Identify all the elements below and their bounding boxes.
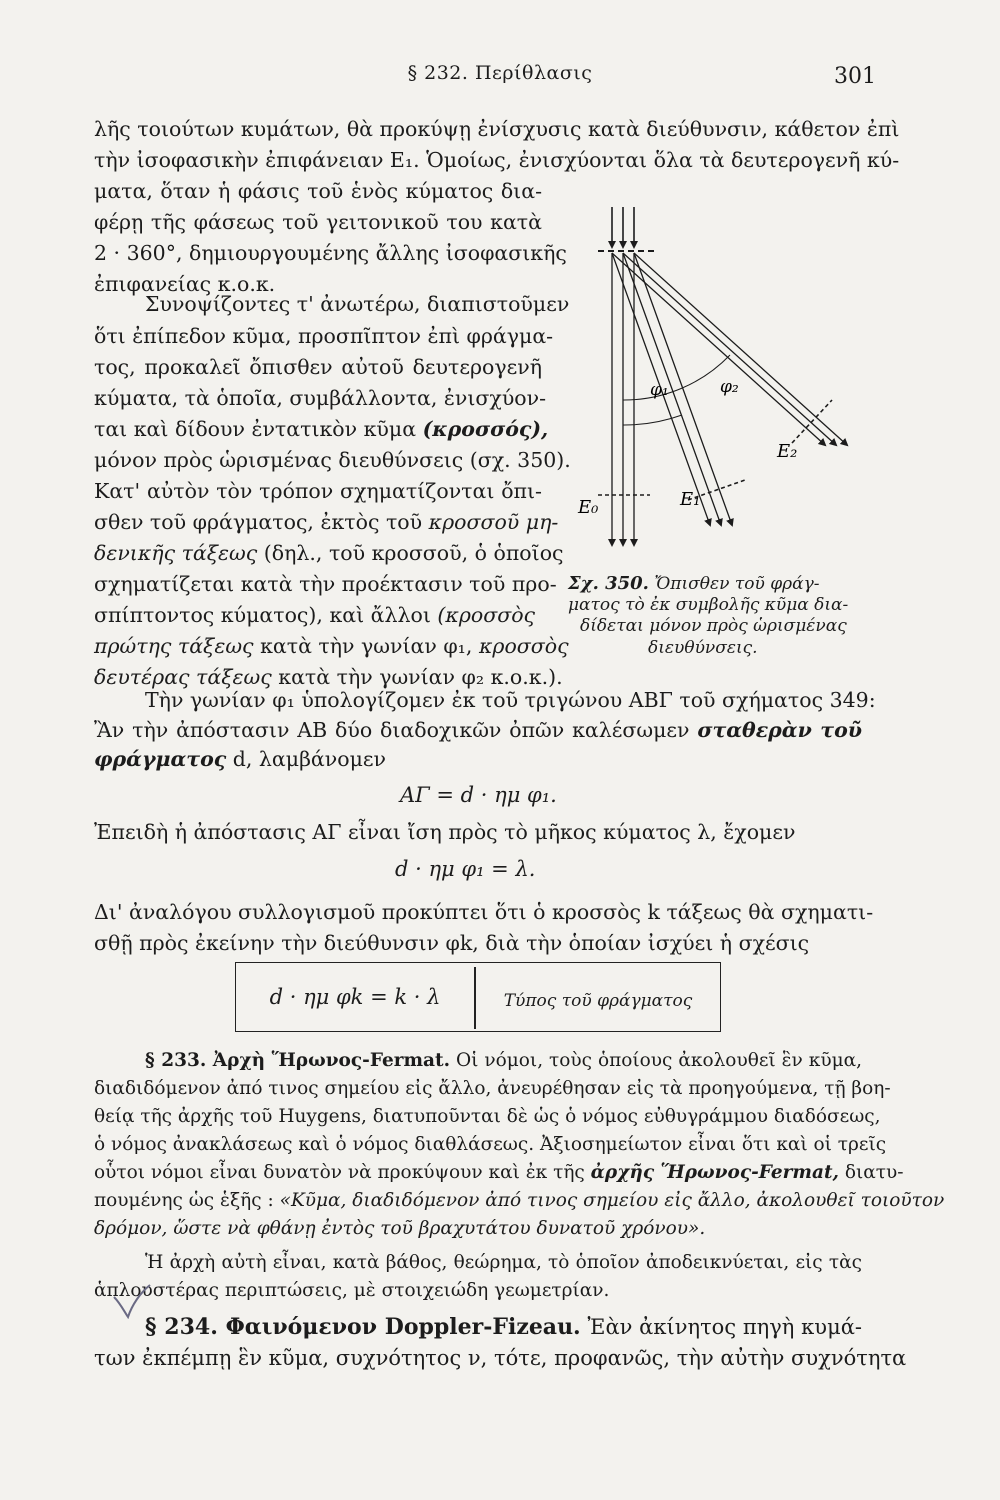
first-order-ray — [623, 253, 721, 525]
section-233-heading: § 233. Ἀρχὴ Ἥρωνος-Fermat. — [145, 1050, 451, 1071]
text-line: τος, προκαλεῖ ὄπισθεν αὐτοῦ δευτερογενῆ — [94, 355, 542, 379]
label-phi1: φ₁ — [650, 380, 669, 400]
figure-caption-line — [568, 575, 820, 593]
label-phi2: φ₂ — [720, 377, 739, 397]
caption-text: Ὄπισθεν τοῦ φράγ- — [654, 574, 820, 594]
text-span: κατὰ τὴν γωνίαν φ₂ κ.ο.κ.). — [278, 665, 563, 689]
text-span: Ἐὰν ἀκίνητος πηγὴ κυμά- — [587, 1315, 862, 1339]
text-line: θείᾳ τῆς ἀρχῆς τοῦ Huygens, διατυποῦνται δὲ ὡς ὁ νόμος εὐθυγράμμου διαδόσεως, — [94, 1106, 881, 1127]
angle-arc-phi2 — [623, 355, 730, 400]
text-line — [94, 605, 535, 626]
figure-caption-label: Σχ. 350. — [568, 573, 649, 594]
principle-quote: «Κῦμα, διαδιδόμενον ἀπό τινος σημείου εἰς ἄλλο, ἀκολουθεῖ τοιοῦτον — [279, 1190, 945, 1211]
text-line: Κατ' αὐτὸν τὸν τρόπον σχηματίζονται ὄπι- — [94, 479, 542, 503]
term-zero-order: κροσσοῦ μη- — [428, 510, 559, 534]
grating-formula-box — [235, 962, 721, 1032]
text-span: κατὰ τὴν γωνίαν φ₁, — [260, 634, 473, 658]
section-233-first-line — [145, 1052, 862, 1071]
text-line — [94, 543, 564, 564]
text-line: φέρῃ τῆς φάσεως τοῦ γειτονικοῦ του κατὰ — [94, 210, 542, 234]
text-line — [94, 1162, 904, 1183]
text-line: των ἐκπέμπῃ ἓν κῦμα, συχνότητος ν, τότε, προφανῶς, τὴν αὐτὴν συχνότητα — [94, 1346, 907, 1370]
second-order-ray — [634, 253, 847, 445]
figure-caption-line: διευθύνσεις. — [648, 638, 758, 658]
text-line: σθῇ πρὸς ἐκείνην τὴν διεύθυνσιν φk, διὰ τὴν ὁποίαν ἰσχύει ἡ σχέσις — [94, 931, 810, 955]
text-span: πουμένης ὡς ἑξῆς : — [94, 1190, 274, 1211]
label-e0: E₀ — [578, 497, 599, 518]
grating-equation: d · ημ φk = k · λ — [269, 985, 441, 1009]
text-line — [94, 1190, 945, 1211]
text-line: ὁ νόμος ἀνακλάσεως καὶ ὁ νόμος διαθλάσεως. Ἀξιοσημείωτον εἶναι ὅτι καὶ οἱ τρεῖς — [94, 1134, 887, 1155]
term-fringe-italic: (κροσσὸς — [437, 603, 536, 627]
text-line: Δι' ἀναλόγου συλλογισμοῦ προκύπτει ὅτι ὁ κροσσὸς k τάξεως θὰ σχηματι- — [94, 900, 874, 924]
term-fringe: (κροσσός), — [422, 417, 549, 441]
page-header — [0, 62, 1000, 92]
second-order-ray — [623, 253, 836, 445]
text-line: σχηματίζεται κατὰ τὴν προέκτασιν τοῦ προ- — [94, 572, 557, 596]
text-span: διατυ- — [844, 1162, 904, 1183]
term-fringe-italic: κροσσὸς — [478, 634, 569, 658]
grating-formula-label: Τύπος τοῦ φράγματος — [503, 991, 693, 1011]
text-line: Τὴν γωνίαν φ₁ ὑπολογίζομεν ἐκ τοῦ τριγώνου ΑΒΓ τοῦ σχήματος 349: — [145, 688, 876, 712]
section-234-first-line — [145, 1316, 862, 1338]
text-line: λῆς τοιούτων κυμάτων, θὰ προκύψῃ ἐνίσχυσις κατὰ διεύθυνσιν, κάθετον ἐπὶ — [94, 117, 900, 141]
figure-caption-line: δίδεται μόνον πρὸς ὡρισμένας — [580, 616, 847, 636]
text-line — [94, 749, 386, 770]
term-grating-constant-cont: φράγματος — [94, 747, 227, 771]
text-line: μόνον πρὸς ὡρισμένας διευθύνσεις (σχ. 350). — [94, 448, 571, 472]
term-hero-fermat: ἀρχῆς Ἥρωνος-Fermat, — [590, 1162, 839, 1183]
text-line — [94, 667, 563, 688]
text-line: 2 · 360°, δημιουργουμένης ἄλλης ἰσοφασικῆς — [94, 241, 567, 265]
text-line: τὴν ἰσοφασικὴν ἐπιφάνειαν E₁. Ὁμοίως, ἐνισχύονται ὅλα τὰ δευτερογενῆ κύ- — [94, 148, 900, 172]
text-line — [94, 720, 862, 741]
text-span: ται καὶ δίδουν ἐντατικὸν κῦμα — [94, 417, 417, 441]
text-line: Ἐπειδὴ ἡ ἀπόστασις ΑΓ εἶναι ἴση πρὸς τὸ μῆκος κύματος λ, ἔχομεν — [94, 820, 796, 844]
first-order-ray — [634, 253, 732, 525]
text-span: Ἂν τὴν ἀπόστασιν ΑΒ δύο διαδοχικῶν ὀπῶν καλέσωμεν — [94, 718, 690, 742]
principle-quote-end: δρόμον, ὥστε νὰ φθάνῃ ἐντὸς τοῦ βραχυτάτου δυνατοῦ χρόνου». — [94, 1218, 706, 1239]
label-e2: E₂ — [777, 441, 798, 462]
figure-caption-line: ματος τὸ ἐκ συμβολῆς κῦμα δια- — [568, 595, 849, 615]
term-grating-constant: σταθερὰν τοῦ — [697, 718, 862, 742]
text-span: (δηλ., τοῦ κροσσοῦ, ὁ ὁποῖος — [263, 541, 564, 565]
text-line — [94, 636, 569, 657]
text-span: σπίπτοντος κύματος), καὶ ἄλλοι — [94, 603, 431, 627]
running-title: § 232. Περίθλασις — [407, 62, 593, 84]
text-line — [94, 419, 548, 440]
text-line: Ἡ ἀρχὴ αὐτὴ εἶναι, κατὰ βάθος, θεώρημα, τὸ ὁποῖον ἀποδεικνύεται, εἰς τὰς — [145, 1252, 862, 1273]
text-line: διαδιδόμενον ἀπό τινος σημείου εἰς ἄλλο, ἀνευρέθησαν εἰς τὰ προηγούμενα, τῇ βοη- — [94, 1078, 891, 1099]
text-span: σθεν τοῦ φράγματος, ἐκτὸς τοῦ — [94, 510, 423, 534]
second-order-ray — [612, 253, 825, 445]
text-line: ἐπιφανείας κ.ο.κ. — [94, 272, 276, 296]
page-number: 301 — [834, 64, 876, 89]
equation-1: ΑΓ = d · ημ φ₁. — [400, 783, 557, 807]
term-zero-order-cont: δενικῆς τάξεως — [94, 541, 258, 565]
text-line: ὅτι ἐπίπεδον κῦμα, προσπῖπτον ἐπὶ φράγμα- — [94, 324, 554, 348]
figure-350-diffraction — [570, 195, 870, 580]
text-line: ἁπλουστέρας περιπτώσεις, μὲ στοιχειώδη γεωμετρίαν. — [94, 1280, 610, 1301]
text-line: κύματα, τὰ ὁποῖα, συμβάλλοντα, ἐνισχύον- — [94, 386, 547, 410]
term-second-order: δευτέρας τάξεως — [94, 665, 272, 689]
term-first-order: πρώτης τάξεως — [94, 634, 254, 658]
text-span: Οἱ νόμοι, τοὺς ὁποίους ἀκολουθεῖ ἓν κῦμα, — [456, 1050, 862, 1071]
text-span: οὗτοι νόμοι εἶναι δυνατὸν νὰ προκύψουν καὶ ἐκ τῆς — [94, 1162, 585, 1183]
label-e1: E₁ — [680, 489, 701, 510]
equation-2: d · ημ φ₁ = λ. — [395, 857, 536, 881]
paragraph-start: Συνοψίζοντες τ' ἀνωτέρω, διαπιστοῦμεν — [145, 292, 570, 316]
text-line — [94, 512, 558, 533]
text-span: d, λαμβάνομεν — [232, 747, 386, 771]
text-line: ματα, ὅταν ἡ φάσις τοῦ ἑνὸς κύματος δια- — [94, 179, 542, 203]
section-234-heading: § 234. Φαινόμενον Doppler-Fizeau. — [145, 1314, 581, 1340]
